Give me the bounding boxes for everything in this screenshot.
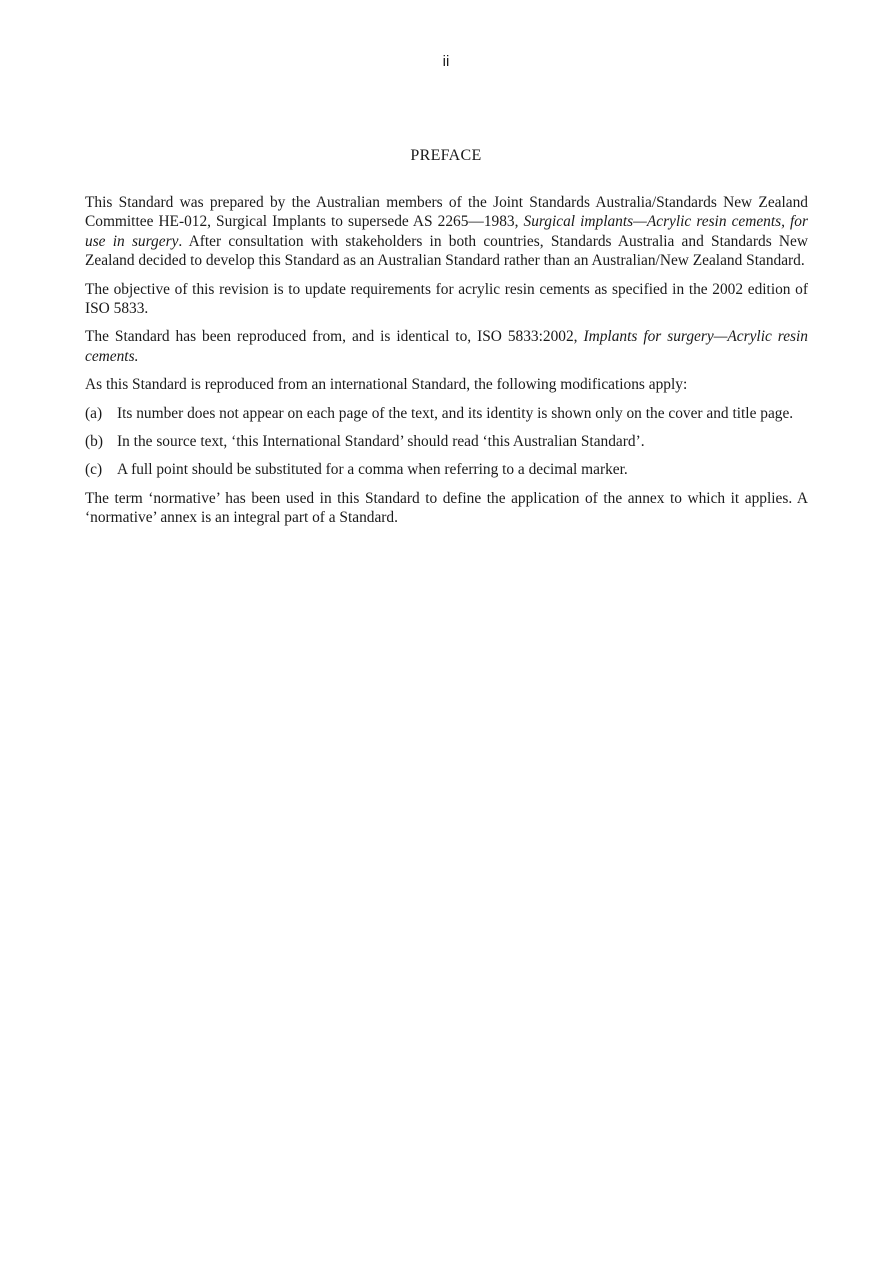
paragraph-reproduced-text: The Standard has been reproduced from, and is identical to, ISO 5833:2002, (85, 328, 584, 346)
iso-standard-title: Implants for surgery—Acrylic resin cements. (85, 328, 808, 365)
list-item-text: In the source text, ‘this International Standard’ should read ‘this Australian Standard’. (117, 433, 645, 451)
page-number: ii (442, 53, 450, 70)
preface-body (85, 193, 808, 537)
list-item (85, 460, 808, 479)
paragraph-objective: The objective of this revision is to update requirements for acrylic resin cements as specified in the 2002 edition of ISO 5833. (85, 280, 808, 318)
superseded-standard-title: Surgical implants—Acrylic resin cements, for use in surgery (85, 213, 808, 250)
list-item (85, 432, 808, 451)
list-marker: (b) (85, 433, 103, 451)
list-item-text: Its number does not appear on each page of the text, and its identity is shown only on the cover and title page. (117, 404, 794, 422)
list-item-text: A full point should be substituted for a comma when referring to a decimal marker. (117, 461, 628, 479)
paragraph-committee (85, 193, 808, 271)
list-marker: (a) (85, 404, 103, 422)
list-marker: (c) (85, 461, 103, 479)
page-title: PREFACE (410, 147, 482, 164)
paragraph-committee-text: This Standard was prepared by the Australian members of the Joint Standards Australia/Standards New Zealand Committee HE-012, Surgical Implants to supersede AS 2265—1983, (85, 194, 808, 231)
paragraph-normative: The term ‘normative’ has been used in this Standard to define the application of the annex to which it applies. A ‘normative’ annex is an integral part of a Standard. (85, 489, 808, 527)
modifications-list (85, 404, 808, 480)
paragraph-committee-tail: . After consultation with stakeholders in both countries, Standards Australia and Standards New Zealand decided to develop this Standard as an Australian Standard rather than an Australian/New Zealand Standard. (85, 232, 808, 270)
paragraph-reproduced (85, 327, 808, 366)
paragraph-modifications-intro: As this Standard is reproduced from an international Standard, the following modifications apply: (85, 376, 688, 394)
list-item (85, 404, 808, 423)
